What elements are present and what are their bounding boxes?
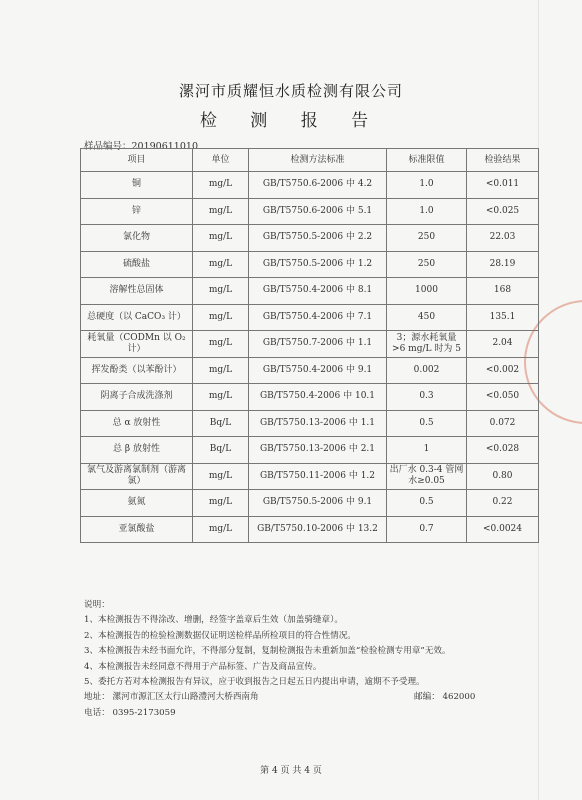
result-cell: <0.0024	[467, 516, 539, 543]
limit-cell: 1000	[387, 278, 467, 305]
item-cell: 总硬度（以 CaCO₃ 计）	[81, 304, 193, 331]
item-cell: 氨氮	[81, 490, 193, 517]
limit-cell: 250	[387, 225, 467, 252]
limit-cell: 0.7	[387, 516, 467, 543]
item-cell: 阴离子合成洗涤剂	[81, 384, 193, 411]
method-cell: GB/T5750.11-2006 中 1.2	[249, 463, 387, 490]
unit-cell: mg/L	[193, 331, 249, 358]
method-cell: GB/T5750.6-2006 中 5.1	[249, 198, 387, 225]
table-row	[81, 463, 539, 490]
limit-cell: 1	[387, 437, 467, 464]
unit-cell: mg/L	[193, 357, 249, 384]
method-cell: GB/T5750.7-2006 中 1.1	[249, 331, 387, 358]
table-row	[81, 331, 539, 358]
unit-cell: mg/L	[193, 490, 249, 517]
method-cell: GB/T5750.4-2006 中 8.1	[249, 278, 387, 305]
table-row	[81, 225, 539, 252]
method-cell: GB/T5750.6-2006 中 4.2	[249, 172, 387, 199]
unit-cell: mg/L	[193, 384, 249, 411]
company-name: 漯河市质耀恒水质检测有限公司	[178, 82, 403, 100]
address-row	[84, 690, 554, 705]
header-result: 检验结果	[467, 149, 539, 172]
result-cell: <0.002	[467, 357, 539, 384]
item-cell: 铜	[81, 172, 193, 199]
unit-cell: mg/L	[193, 304, 249, 331]
table-row	[81, 357, 539, 384]
result-cell: 2.04	[467, 331, 539, 358]
limit-cell: 1.0	[387, 198, 467, 225]
header-method: 检测方法标准	[249, 149, 387, 172]
header-unit: 单位	[193, 149, 249, 172]
limit-cell: 0.3	[387, 384, 467, 411]
table-row	[81, 490, 539, 517]
item-cell: 亚氯酸盐	[81, 516, 193, 543]
result-cell: <0.028	[467, 437, 539, 464]
item-cell: 氯气及游离氯制剂（游离氯）	[81, 463, 193, 490]
result-cell: <0.025	[467, 198, 539, 225]
page-number: 第 4 页 共 4 页	[260, 766, 322, 776]
item-cell: 总 β 放射性	[81, 437, 193, 464]
phone-text: 电话： 0395-2173059	[84, 707, 176, 718]
item-cell: 耗氧量（CODMn 以 O₂ 计）	[81, 331, 193, 358]
header-item: 项目	[81, 149, 193, 172]
result-cell: 22.03	[467, 225, 539, 252]
limit-cell: 1.0	[387, 172, 467, 199]
results-table	[80, 148, 539, 543]
notes-heading: 说明：	[84, 600, 110, 610]
limit-cell: 250	[387, 251, 467, 278]
table-row	[81, 410, 539, 437]
item-cell: 氯化物	[81, 225, 193, 252]
table-row	[81, 304, 539, 331]
document-title: 检 测 报 告	[199, 111, 383, 131]
header-limit: 标准限值	[387, 149, 467, 172]
table-header-row	[81, 149, 539, 172]
result-cell: 0.072	[467, 410, 539, 437]
table-body	[81, 172, 539, 543]
limit-cell: 3；源水耗氧量 >6 mg/L 时为 5	[387, 331, 467, 358]
table-row	[81, 384, 539, 411]
unit-cell: mg/L	[193, 172, 249, 199]
table-row	[81, 278, 539, 305]
method-cell: GB/T5750.13-2006 中 1.1	[249, 410, 387, 437]
note-item: 4、本检测报告未经同意不得用于产品标签、广告及商品宣传。	[84, 661, 322, 672]
result-cell: <0.050	[467, 384, 539, 411]
method-cell: GB/T5750.10-2006 中 13.2	[249, 516, 387, 543]
unit-cell: mg/L	[193, 516, 249, 543]
unit-cell: mg/L	[193, 225, 249, 252]
table-row	[81, 516, 539, 543]
item-cell: 锌	[81, 198, 193, 225]
limit-cell: 0.5	[387, 410, 467, 437]
unit-cell: mg/L	[193, 251, 249, 278]
result-cell: 28.19	[467, 251, 539, 278]
postcode-text: 邮编： 462000	[414, 692, 476, 703]
note-item: 5、委托方若对本检测报告有异议，应于收到报告之日起五日内提出申请，逾期不予受理。	[84, 677, 425, 688]
notes-section	[84, 598, 554, 721]
result-cell: 168	[467, 278, 539, 305]
table-row	[81, 437, 539, 464]
note-item: 2、本检测报告的检验检测数据仅证明送检样品所检项目的符合性情况。	[84, 630, 356, 641]
unit-cell: mg/L	[193, 198, 249, 225]
method-cell: GB/T5750.4-2006 中 10.1	[249, 384, 387, 411]
unit-cell: Bq/L	[193, 437, 249, 464]
address-text: 地址： 漯河市源汇区太行山路澧河大桥西南角	[84, 692, 259, 703]
table-row	[81, 198, 539, 225]
item-cell: 溶解性总固体	[81, 278, 193, 305]
method-cell: GB/T5750.5-2006 中 2.2	[249, 225, 387, 252]
limit-cell: 出厂水 0.3-4 管网水≥0.05	[387, 463, 467, 490]
method-cell: GB/T5750.13-2006 中 2.1	[249, 437, 387, 464]
item-cell: 挥发酚类（以苯酚计）	[81, 357, 193, 384]
unit-cell: mg/L	[193, 278, 249, 305]
limit-cell: 0.5	[387, 490, 467, 517]
method-cell: GB/T5750.4-2006 中 7.1	[249, 304, 387, 331]
result-cell: 0.22	[467, 490, 539, 517]
note-item: 3、本检测报告未经书面允许，不得部分复制，复制检测报告未重新加盖“检验检测专用章”无效。	[84, 646, 451, 657]
table-row	[81, 251, 539, 278]
limit-cell: 450	[387, 304, 467, 331]
result-cell: 135.1	[467, 304, 539, 331]
method-cell: GB/T5750.5-2006 中 1.2	[249, 251, 387, 278]
result-cell: <0.011	[467, 172, 539, 199]
unit-cell: Bq/L	[193, 410, 249, 437]
unit-cell: mg/L	[193, 463, 249, 490]
item-cell: 总 α 放射性	[81, 410, 193, 437]
sample-number: 样品编号：20190611010	[84, 141, 198, 152]
method-cell: GB/T5750.5-2006 中 9.1	[249, 490, 387, 517]
note-item: 1、本检测报告不得涂改、增删，经签字盖章后生效（加盖骑缝章）。	[84, 615, 343, 626]
method-cell: GB/T5750.4-2006 中 9.1	[249, 357, 387, 384]
result-cell: 0.80	[467, 463, 539, 490]
item-cell: 硫酸盐	[81, 251, 193, 278]
table-row	[81, 172, 539, 199]
limit-cell: 0.002	[387, 357, 467, 384]
